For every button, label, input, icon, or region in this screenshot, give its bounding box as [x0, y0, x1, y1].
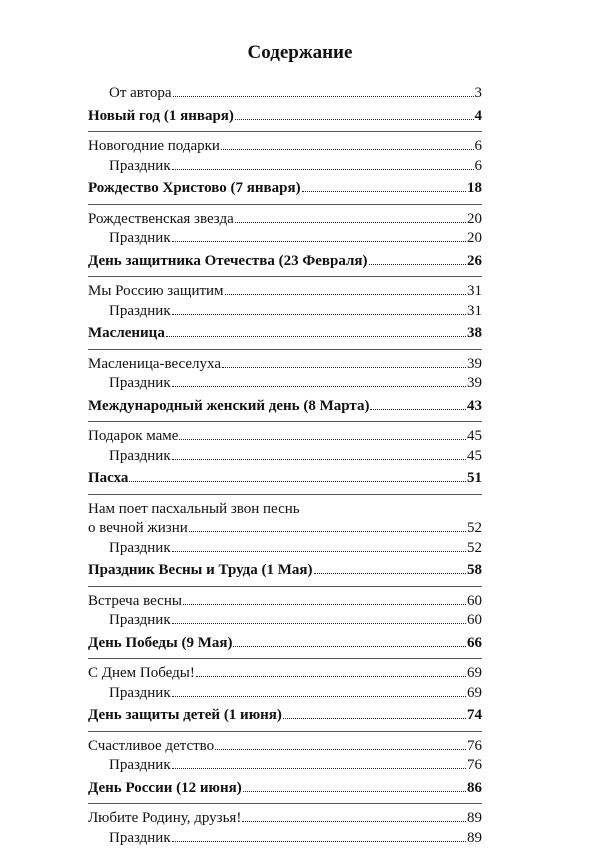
toc-entry-label: Праздник [109, 611, 171, 631]
toc-subentry [88, 229, 482, 249]
toc-entry-page: 31 [467, 282, 482, 302]
toc-subentry [88, 756, 482, 776]
toc-entry-label: Праздник [109, 302, 171, 322]
toc-entry-label: Праздник [109, 829, 171, 848]
toc-entry-label: о вечной жизни [88, 519, 188, 539]
toc-entry-page: 52 [467, 519, 482, 539]
toc-subentry [88, 302, 482, 322]
toc-entry-label: Праздник [109, 157, 171, 177]
toc-section [88, 324, 482, 394]
toc-section-heading [88, 252, 482, 272]
toc-entry [88, 427, 482, 447]
toc-entry-label: Праздник [109, 684, 171, 704]
toc-section-heading [88, 324, 482, 344]
toc-entry [88, 737, 482, 757]
dot-leader [243, 779, 466, 792]
toc-entry-label: День Победы (9 Мая) [88, 634, 232, 654]
toc-section [88, 179, 482, 249]
toc-subentry [88, 829, 482, 848]
toc-entry-label: Масленица [88, 324, 165, 344]
toc-entry-page: 51 [467, 469, 482, 489]
toc-section [88, 107, 482, 177]
toc-entry-page: 60 [467, 611, 482, 631]
table-of-contents [88, 84, 482, 848]
toc-section [88, 634, 482, 704]
toc-entry-label: Встреча весны [88, 592, 182, 612]
toc-entry-page: 39 [467, 355, 482, 375]
toc-entry [88, 355, 482, 375]
toc-entry-label: Подарок маме [88, 427, 178, 447]
dot-leader [179, 427, 466, 440]
section-divider [88, 494, 482, 495]
toc-entry-page: 43 [467, 397, 482, 417]
toc-entry [88, 592, 482, 612]
toc-entry-label-line: Нам поет пасхальный звон песнь [88, 500, 482, 520]
dot-leader [235, 107, 474, 120]
dot-leader [172, 157, 474, 170]
dot-leader [166, 324, 466, 337]
toc-subentry [88, 447, 482, 467]
toc-entry-label: Праздник [109, 229, 171, 249]
section-divider [88, 803, 482, 804]
toc-entry-page: 86 [467, 779, 482, 799]
toc-section-heading [88, 561, 482, 581]
toc-entry [88, 210, 482, 230]
toc-entry-label: Рождественская звезда [88, 210, 234, 230]
toc-entry [88, 809, 482, 829]
toc-entry-label: Праздник [109, 374, 171, 394]
toc-entry [88, 664, 482, 684]
toc-entry-page: 38 [467, 324, 482, 344]
toc-entry-label: Рождество Христово (7 января) [88, 179, 301, 199]
dot-leader [172, 611, 466, 624]
toc-entry-label: Мы Россию защитим [88, 282, 224, 302]
section-divider [88, 658, 482, 659]
toc-entry-page: 31 [467, 302, 482, 322]
toc-entry-page: 26 [467, 252, 482, 272]
toc-entry-preface [88, 84, 482, 104]
toc-entry-page: 76 [467, 756, 482, 776]
toc-section [88, 252, 482, 322]
dot-leader [172, 302, 466, 315]
page-title: Содержание [0, 41, 600, 65]
toc-entry-page: 69 [467, 664, 482, 684]
toc-entry-page: 45 [467, 447, 482, 467]
toc-entry-label: Новогодние подарки [88, 137, 220, 157]
toc-entry-page: 39 [467, 374, 482, 394]
toc-section [88, 561, 482, 631]
toc-entry-label: От автора [109, 84, 172, 104]
toc-section [88, 706, 482, 776]
section-divider [88, 131, 482, 132]
toc-entry-page: 6 [475, 137, 483, 157]
section-divider [88, 731, 482, 732]
dot-leader [172, 539, 466, 552]
toc-section-heading [88, 779, 482, 799]
toc-entry-page: 20 [467, 210, 482, 230]
toc-section-heading [88, 469, 482, 489]
toc-subentry [88, 539, 482, 559]
dot-leader [222, 355, 466, 368]
toc-entry-page: 3 [475, 84, 483, 104]
dot-leader [172, 684, 466, 697]
dot-leader [242, 809, 466, 822]
toc-section [88, 779, 482, 848]
dot-leader [172, 374, 466, 387]
toc-entry-label: Любите Родину, друзья! [88, 809, 241, 829]
toc-entry-label: Праздник [109, 539, 171, 559]
toc-entry-label: День России (12 июня) [88, 779, 242, 799]
toc-entry-page: 52 [467, 539, 482, 559]
toc-entry-page: 89 [467, 829, 482, 848]
dot-leader [172, 447, 466, 460]
toc-entry-page: 69 [467, 684, 482, 704]
dot-leader [173, 84, 474, 97]
toc-entry [88, 519, 482, 539]
dot-leader [302, 179, 466, 192]
toc-subentry [88, 684, 482, 704]
toc-entry [88, 137, 482, 157]
toc-subentry [88, 157, 482, 177]
toc-subentry [88, 611, 482, 631]
section-divider [88, 204, 482, 205]
toc-entry [88, 282, 482, 302]
toc-entry-label: День защитника Отечества (23 Февраля) [88, 252, 368, 272]
dot-leader [172, 229, 466, 242]
toc-section-heading [88, 179, 482, 199]
dot-leader [233, 634, 466, 647]
dot-leader [283, 706, 466, 719]
toc-entry-label: Праздник Весны и Труда (1 Мая) [88, 561, 313, 581]
toc-entry-page: 20 [467, 229, 482, 249]
section-divider [88, 421, 482, 422]
toc-entry-label: С Днем Победы! [88, 664, 195, 684]
toc-entry-label: Счастливое детство [88, 737, 214, 757]
dot-leader [196, 664, 466, 677]
toc-entry-page: 4 [475, 107, 483, 127]
section-divider [88, 586, 482, 587]
toc-entry-page: 60 [467, 592, 482, 612]
toc-entry-page: 74 [467, 706, 482, 726]
toc-entry-label: Праздник [109, 447, 171, 467]
toc-section-heading [88, 397, 482, 417]
toc-section-heading [88, 706, 482, 726]
dot-leader [314, 561, 466, 574]
toc-entry-page: 89 [467, 809, 482, 829]
toc-section [88, 469, 482, 558]
toc-section-heading [88, 107, 482, 127]
toc-entry-label: День защиты детей (1 июня) [88, 706, 282, 726]
dot-leader [189, 519, 466, 532]
toc-entry-page: 45 [467, 427, 482, 447]
toc-entry-label: Масленица-веселуха [88, 355, 221, 375]
dot-leader [215, 737, 466, 750]
toc-subentry [88, 374, 482, 394]
dot-leader [129, 469, 466, 482]
dot-leader [370, 397, 466, 410]
toc-entry-label: Новый год (1 января) [88, 107, 234, 127]
dot-leader [172, 829, 466, 842]
dot-leader [172, 756, 466, 769]
toc-entry-label: Праздник [109, 756, 171, 776]
toc-entry-page: 58 [467, 561, 482, 581]
section-divider [88, 276, 482, 277]
dot-leader [183, 592, 466, 605]
toc-entry-page: 76 [467, 737, 482, 757]
toc-entry-page: 18 [467, 179, 482, 199]
dot-leader [225, 282, 466, 295]
dot-leader [221, 137, 474, 150]
toc-section-heading [88, 634, 482, 654]
section-divider [88, 349, 482, 350]
toc-entry-label: Международный женский день (8 Марта) [88, 397, 369, 417]
toc-entry-label: Пасха [88, 469, 128, 489]
toc-entry-page: 66 [467, 634, 482, 654]
dot-leader [369, 252, 466, 265]
toc-section [88, 397, 482, 467]
dot-leader [235, 210, 466, 223]
toc-entry-page: 6 [475, 157, 483, 177]
